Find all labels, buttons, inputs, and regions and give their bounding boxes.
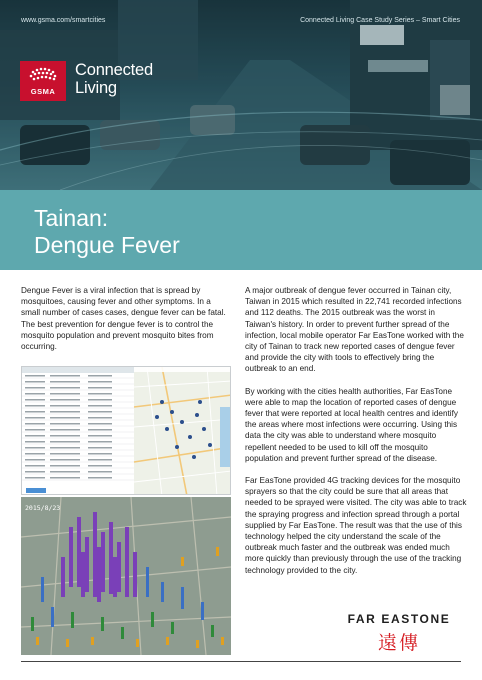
outbreak-paragraph: A major outbreak of dengue fever occurred in Tainan city, Taiwan in 2015 which resulted in 22,741 recorded infections and 112 deaths. The 2015 outbreak was the worst in Taiwan's history. In order to prevent further spread of the infection, local mobile operator Far EasTone worked with the city of Tainan to track new reported cases of dengue fever and provide the city with tools to effectively bring the outbreak to an end. <box>245 286 464 374</box>
3d-case-map-graphic <box>21 497 231 655</box>
title-line-2: Dengue Fever <box>34 232 180 258</box>
tracking-paragraph: Far EasTone provided 4G tracking devices for the mosquito sprayers so that the city could be sure that all areas that needed to be sprayed were visited. The city was able to track the spraying progress and infection spread through a portal supplied by Far EasTone. The result was that the use of this technology helped the city understand the scale of the outbreak much faster and the outbreak was ended much more quickly than previously through the use of the tracking technology provided to the city. <box>245 476 467 575</box>
right-column <box>245 285 467 587</box>
far-eastone-chinese-name: 遠傳 <box>377 632 420 654</box>
svg-text:GSMA: GSMA <box>30 87 56 96</box>
gsma-logo <box>20 61 66 101</box>
portal-screenshot <box>21 366 231 495</box>
website-url[interactable]: www.gsma.com/smartcities <box>21 17 106 24</box>
brand-line-2: Living <box>75 79 117 97</box>
city-street-photo <box>0 0 482 190</box>
page-title <box>34 205 180 259</box>
portal-map-graphic <box>22 367 231 495</box>
hero-image <box>0 0 482 190</box>
connected-living-brand <box>75 61 153 97</box>
title-line-1: Tainan: <box>34 205 109 231</box>
mapping-paragraph: By working with the cities health authorities, Far EasTone were able to map the location of reported cases of dengue fever that were reported at local health centres and identify the areas where most infections were occurring. Using this data the city was able to understand where mosquito repellent needed to be used to kill off the mosquito population and prevent further spread of the disease. <box>245 386 458 463</box>
far-eastone-logo <box>334 612 464 656</box>
map-date-label: 2015/8/23 <box>25 504 61 512</box>
far-eastone-name: FAR EASTONE <box>347 612 451 626</box>
footer-divider <box>21 661 461 662</box>
intro-paragraph: Dengue Fever is a viral infection that is spread by mosquitoes, causing fever and other symptoms. In a small number of cases cases, dengue fever can be fatal. The best prevention for dengue fever is to control the mosquito population and prevent mosquito bites from occurring. <box>21 286 226 352</box>
left-column <box>21 285 231 363</box>
series-title: Connected Living Case Study Series – Smart Cities <box>300 17 460 24</box>
brand-line-1: Connected <box>75 61 154 79</box>
case-density-map <box>21 497 231 655</box>
